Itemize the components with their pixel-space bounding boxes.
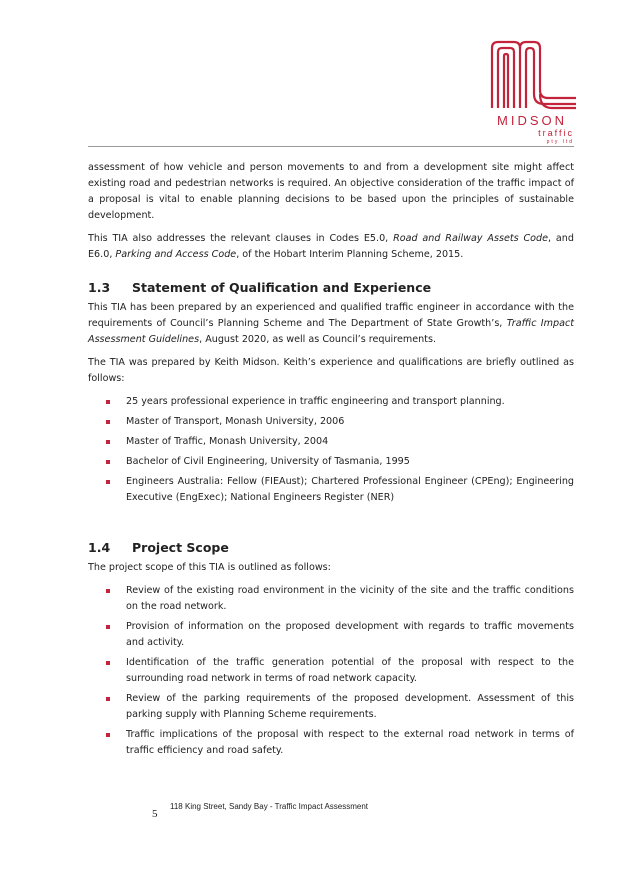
bullet-icon — [106, 420, 110, 424]
list-item-text: 25 years professional experience in traffic engineering and transport planning. — [126, 396, 505, 407]
logo-name: MIDSON — [497, 113, 567, 128]
list-item-text: Identification of the traffic generation potential of the proposal with respect to the surrounding road network in terms of road network capacity. — [126, 657, 574, 684]
logo-pty: pty ltd — [546, 139, 574, 145]
intro-paragraph-2 — [88, 231, 574, 263]
list-item-text: Master of Traffic, Monash University, 2004 — [126, 436, 329, 447]
section-heading-1-4 — [88, 540, 574, 555]
list-item — [88, 434, 574, 450]
list-item-text: Traffic implications of the proposal with respect to the external road network in terms of traffic efficiency and road safety. — [126, 729, 574, 756]
bullet-icon — [106, 480, 110, 484]
list-item-text: Engineers Australia: Fellow (FIEAust); Chartered Professional Engineer (CPEng); Engineering Executive (EngExec); National Engineers Register (NER) — [126, 476, 574, 503]
code-e6-title: Parking and Access Code — [115, 249, 237, 260]
section-heading-1-3 — [88, 280, 574, 295]
list-item — [88, 454, 574, 470]
midson-logo — [484, 38, 580, 110]
bullet-icon — [106, 440, 110, 444]
list-item — [88, 619, 574, 651]
text-run: This TIA has been prepared by an experienced and qualified traffic engineer in accordance with the requirements of Council’s Planning Scheme and The Department of State Growth’s, — [88, 302, 574, 329]
sec13-paragraph-1 — [88, 300, 574, 348]
section-number: 1.4 — [88, 540, 111, 555]
document-body — [88, 160, 574, 763]
sec13-paragraph-2: The TIA was prepared by Keith Midson. Keith’s experience and qualifications are briefly outlined as follows: — [88, 357, 574, 384]
sec14-paragraph-1: The project scope of this TIA is outlined as follows: — [88, 562, 331, 573]
section-title: Project Scope — [132, 540, 229, 555]
list-item-text: Provision of information on the proposed development with regards to traffic movements and activity. — [126, 621, 574, 648]
footer-text: 118 King Street, Sandy Bay - Traffic Impact Assessment — [170, 802, 369, 811]
page-number: 5 — [152, 808, 158, 820]
code-e5-title: Road and Railway Assets Code — [393, 233, 549, 244]
text-run: This TIA also addresses the relevant clauses in Codes E5.0, — [88, 233, 394, 244]
bullet-icon — [106, 697, 110, 701]
intro-paragraph-1: assessment of how vehicle and person movements to and from a development site might affect existing road and pedestrian networks is required. An objective consideration of the traffic impact of a proposal is vital to enable planning decisions to be based upon the principles of sustainable development. — [88, 162, 574, 221]
list-item — [88, 583, 574, 615]
list-item — [88, 414, 574, 430]
list-item-text: Bachelor of Civil Engineering, University of Tasmania, 1995 — [126, 456, 410, 467]
list-item — [88, 394, 574, 410]
text-run: , and E6.0, — [88, 233, 574, 260]
bullet-icon — [106, 460, 110, 464]
list-item — [88, 655, 574, 687]
scope-list — [88, 583, 574, 759]
header-rule — [88, 146, 574, 147]
text-run: , August 2020, as well as Council’s requirements. — [199, 334, 436, 345]
list-item — [88, 691, 574, 723]
bullet-icon — [106, 625, 110, 629]
section-number: 1.3 — [88, 280, 111, 295]
list-item-text: Review of the parking requirements of the proposed development. Assessment of this parking supply with Planning Scheme requirements. — [126, 693, 574, 720]
bullet-icon — [106, 589, 110, 593]
bullet-icon — [106, 661, 110, 665]
list-item — [88, 727, 574, 759]
qualifications-list — [88, 394, 574, 506]
list-item-text: Master of Transport, Monash University, 2006 — [126, 416, 345, 427]
section-title: Statement of Qualification and Experience — [132, 280, 432, 295]
list-item-text: Review of the existing road environment in the vicinity of the site and the traffic conditions on the road network. — [126, 585, 574, 612]
list-item — [88, 474, 574, 506]
text-run: , of the Hobart Interim Planning Scheme, 2015. — [236, 249, 464, 260]
bullet-icon — [106, 733, 110, 737]
bullet-icon — [106, 400, 110, 404]
logo-subtitle: traffic — [538, 128, 574, 138]
midson-logo-mark — [484, 38, 580, 110]
guidelines-title: Traffic Impact Assessment Guidelines — [88, 318, 574, 345]
